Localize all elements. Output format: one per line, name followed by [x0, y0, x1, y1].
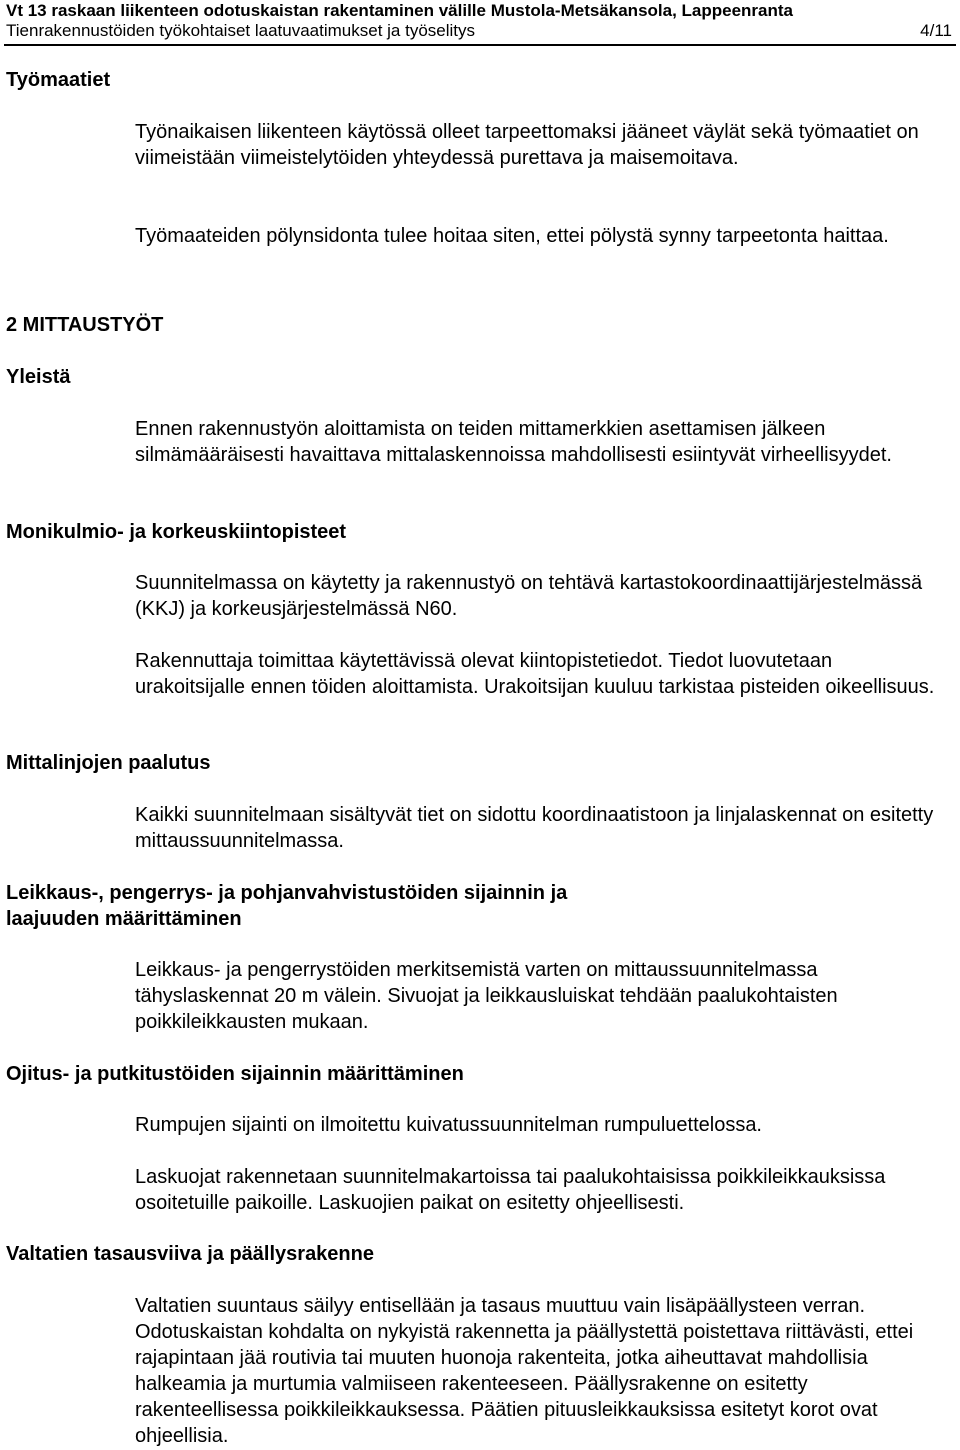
page-number: 4/11 [920, 21, 952, 40]
heading-leikkaus-line-1: Leikkaus-, pengerrys- ja pohjanvahvistustöiden sijainnin ja [6, 882, 568, 904]
paragraph-yleista: Ennen rakennustyön aloittamista on teiden mittamerkkien asettamisen jälkeen silmämääräisesti havaittava mittalaskennoissa mahdollisesti esiintyvät virheellisyydet. [135, 418, 892, 466]
paragraph-tyomaatiet-2: Työmaateiden pölynsidonta tulee hoitaa siten, ettei pölystä synny tarpeetonta haittaa. [135, 225, 889, 247]
document-title: Vt 13 raskaan liikenteen odotuskaistan rakentaminen välille Mustola-Metsäkansola, Lappeenranta [6, 1, 793, 20]
paragraph-ojitus-2: Laskuojat rakennetaan suunnitelmakartoissa tai paalukohtaisissa poikkileikkauksissa osoitetuille paikoille. Laskuojien paikat on esitetty ohjeellisesti. [135, 1166, 886, 1214]
paragraph-monikulmio-2: Rakennuttaja toimittaa käytettävissä olevat kiintopistetiedot. Tiedot luovutetaan urakoitsijalle ennen töiden aloittamista. Urakoitsijan kuuluu tarkistaa pisteiden oikeellisuus. [135, 650, 935, 698]
heading-yleista: Yleistä [6, 366, 71, 388]
heading-mittalinjojen: Mittalinjojen paalutus [6, 752, 211, 774]
heading-leikkaus-line-2: laajuuden määrittäminen [6, 908, 242, 930]
paragraph-mittalinjojen: Kaikki suunnitelmaan sisältyvät tiet on sidottu koordinaatistoon ja linjalaskennat on esitetty mittaussuunnitelmassa. [135, 804, 934, 852]
paragraph-ojitus-1: Rumpujen sijainti on ilmoitettu kuivatussuunnitelman rumpuluettelossa. [135, 1114, 762, 1136]
heading-valtatien: Valtatien tasausviiva ja päällysrakenne [6, 1243, 374, 1265]
paragraph-tyomaatiet-1: Työnaikaisen liikenteen käytössä olleet tarpeettomaksi jääneet väylät sekä työmaatiet on viimeistään viimeistelytöiden yhteydessä purettava ja maisemoitava. [135, 121, 919, 169]
document-subtitle [6, 21, 956, 41]
heading-monikulmio: Monikulmio- ja korkeuskiintopisteet [6, 521, 347, 543]
paragraph-valtatien: Valtatien suuntaus säilyy entisellään ja tasaus muuttuu vain lisäpäällysteen verran. Odotuskaistan kohdalta on nykyistä rakennetta ja päällystettä poistettava riittävästi, ettei rajapintaan jää routivia tai muuten huonoja rakenteita, jotka aiheuttavat mahdollisia halkeamia ja murtumia valmiiseen rakenteeseen. Päällysrakenne on esitetty rakenteellisessa poikkileikkauksessa. Päätien pituusleikkauksissa esitetyt korot ovat ohjeellisia. [135, 1295, 914, 1447]
subtitle-text: Tienrakennustöiden työkohtaiset laatuvaatimukset ja työselitys [6, 21, 476, 40]
paragraph-leikkaus: Leikkaus- ja pengerrystöiden merkitsemistä varten on mittaussuunnitelmassa tähyslaskennat 20 m välein. Sivuojat ja leikkausluiskat tehdään paalukohtaisten poikkileikkausten mukaan. [135, 959, 838, 1033]
heading-tyomaatiet: Työmaatiet [6, 69, 111, 91]
heading-ojitus: Ojitus- ja putkitustöiden sijainnin määrittäminen [6, 1063, 464, 1085]
heading-mittaustyot: 2 MITTAUSTYÖT [6, 314, 164, 336]
header-divider [4, 44, 956, 46]
paragraph-monikulmio-1: Suunnitelmassa on käytetty ja rakennustyö on tehtävä kartastokoordinaattijärjestelmässä (KKJ) ja korkeusjärjestelmässä N60. [135, 572, 923, 620]
page-header [6, 1, 956, 41]
